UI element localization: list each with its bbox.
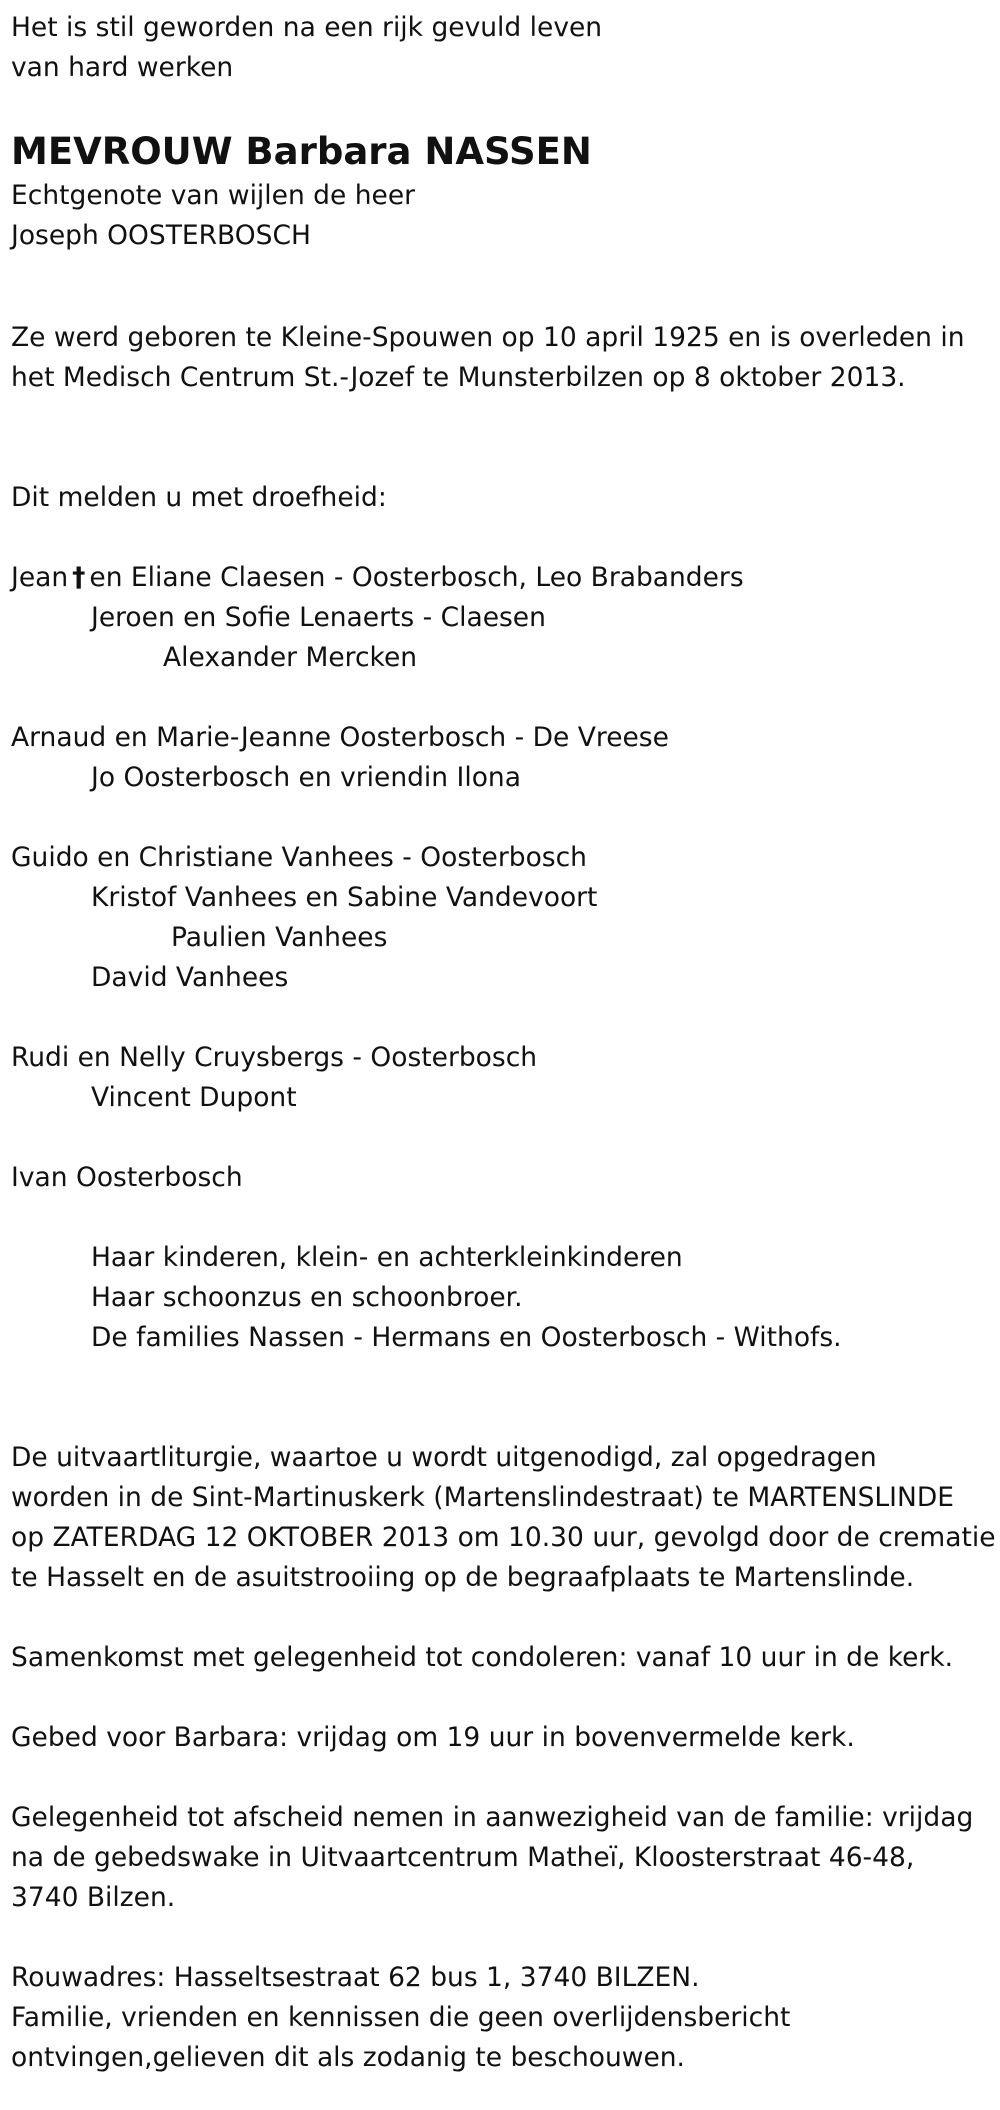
announcement: Dit melden u met droefheid: <box>11 482 387 513</box>
address-line: Familie, vrienden en kennissen die geen overlijdensbericht <box>11 2002 791 2033</box>
funeral-line: worden in de Sint-Martinuskerk (Martenslindestraat) te MARTENSLINDE <box>11 1482 954 1513</box>
address-line: ontvingen,gelieven dit als zodanig te beschouwen. <box>11 2042 685 2073</box>
funeral-line: De uitvaartliturgie, waartoe u wordt uitgenodigd, zal opgedragen <box>11 1442 877 1473</box>
family-others-line: De families Nassen - Hermans en Oosterbosch - Withofs. <box>91 1322 842 1353</box>
address-line: Rouwadres: Hasseltsestraat 62 bus 1, 3740 BILZEN. <box>11 1962 700 1993</box>
family-line: Jeroen en Sofie Lenaerts - Claesen <box>91 602 546 633</box>
family-line-jean <box>11 558 991 598</box>
farewell-line: 3740 Bilzen. <box>11 1882 176 1913</box>
intro-line-2: van hard werken <box>11 52 234 83</box>
family-line: Jo Oosterbosch en vriendin Ilona <box>91 762 521 793</box>
family-line: Alexander Mercken <box>163 642 418 673</box>
funeral-line: te Hasselt en de asuitstrooiing op de begraafplaats te Martenslinde. <box>11 1562 915 1593</box>
family-line: Rudi en Nelly Cruysbergs - Oosterbosch <box>11 1042 538 1073</box>
family-line: Kristof Vanhees en Sabine Vandevoort <box>91 882 598 913</box>
farewell-line: na de gebedswake in Uitvaartcentrum Matheï, Kloosterstraat 46-48, <box>11 1842 915 1873</box>
family-line: Vincent Dupont <box>91 1082 297 1113</box>
condolences-line: Samenkomst met gelegenheid tot condoleren: vanaf 10 uur in de kerk. <box>11 1642 954 1673</box>
intro-line-1: Het is stil geworden na een rijk gevuld leven <box>11 12 603 43</box>
birth-death-line-2: het Medisch Centrum St.-Jozef te Munsterbilzen op 8 oktober 2013. <box>11 362 906 393</box>
family-others-line: Haar schoonzus en schoonbroer. <box>91 1282 523 1313</box>
spouse-line-1: Echtgenote van wijlen de heer <box>11 180 416 211</box>
prayer-line: Gebed voor Barbara: vrijdag om 19 uur in bovenvermelde kerk. <box>11 1722 855 1753</box>
family-line: Guido en Christiane Vanhees - Oosterbosch <box>11 842 587 873</box>
family-line: Paulien Vanhees <box>171 922 388 953</box>
deceased-name: MEVROUW Barbara NASSEN <box>11 130 592 173</box>
jean-rest: en Eliane Claesen - Oosterbosch, Leo Brabanders <box>89 562 744 593</box>
farewell-line: Gelegenheid tot afscheid nemen in aanwezigheid van de familie: vrijdag <box>11 1802 974 1833</box>
obituary-notice <box>11 8 996 2078</box>
family-line: Ivan Oosterbosch <box>11 1162 243 1193</box>
spouse-line-2: Joseph OOSTERBOSCH <box>11 220 311 251</box>
jean-name: Jean <box>11 562 69 593</box>
funeral-line: op ZATERDAG 12 OKTOBER 2013 om 10.30 uur, gevolgd door de crematie <box>11 1522 996 1553</box>
family-line: Arnaud en Marie-Jeanne Oosterbosch - De Vreese <box>11 722 669 753</box>
birth-death-line-1: Ze werd geboren te Kleine-Spouwen op 10 april 1925 en is overleden in <box>11 322 965 353</box>
family-line: David Vanhees <box>91 962 289 993</box>
cross-icon: † <box>72 562 86 593</box>
family-others-line: Haar kinderen, klein- en achterkleinkinderen <box>91 1242 683 1273</box>
